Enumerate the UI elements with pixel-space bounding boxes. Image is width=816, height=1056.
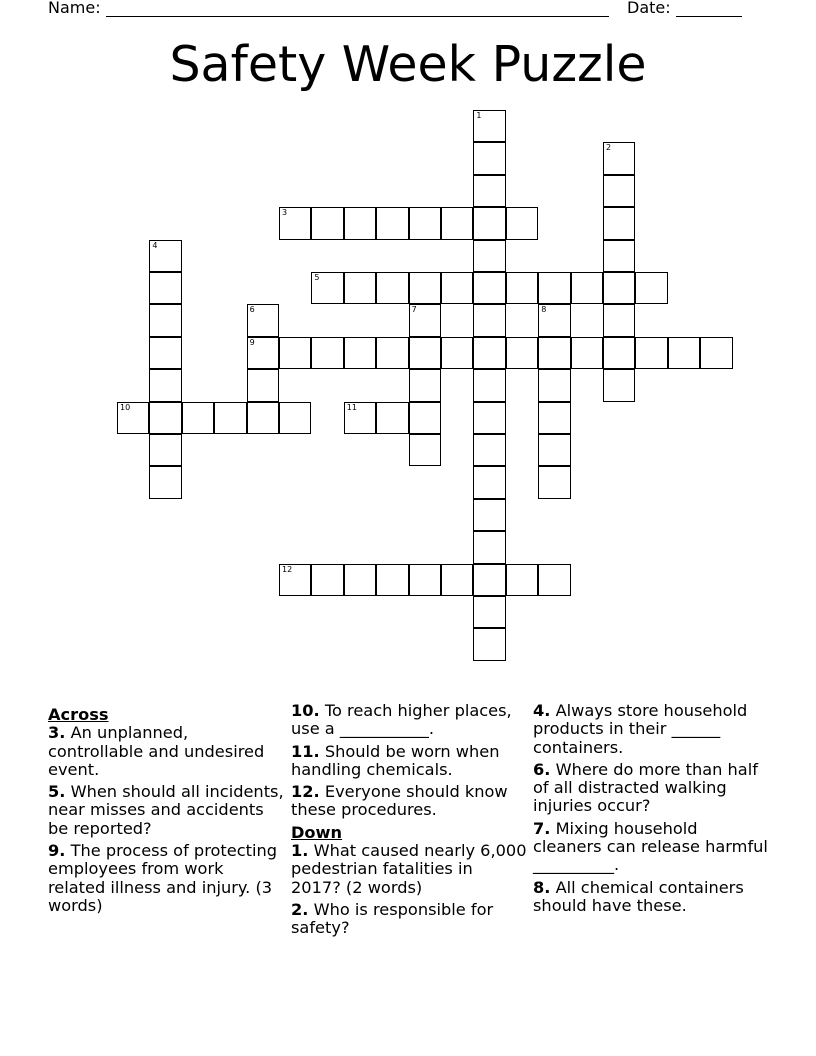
grid-cell[interactable] [571, 337, 603, 369]
grid-cell[interactable] [506, 272, 538, 304]
grid-cell[interactable] [506, 207, 538, 239]
grid-cell[interactable] [473, 337, 505, 369]
clue-item [48, 842, 284, 915]
grid-cell[interactable] [538, 434, 570, 466]
clue-item [291, 842, 527, 897]
grid-cell[interactable] [344, 337, 376, 369]
clue-number-label: 7. [533, 818, 551, 838]
clue-number-label: 9. [48, 841, 66, 861]
grid-cell[interactable] [473, 240, 505, 272]
grid-cell[interactable] [700, 337, 732, 369]
grid-cell[interactable] [149, 402, 181, 434]
grid-cell[interactable] [279, 564, 311, 596]
clue-text: Everyone should know these procedures. [291, 782, 508, 820]
date-label: Date: [627, 0, 671, 17]
grid-cell[interactable] [603, 369, 635, 401]
grid-cell[interactable] [441, 564, 473, 596]
clues-column-2 [291, 702, 527, 942]
grid-cell[interactable] [538, 304, 570, 336]
clue-number-label: 1. [291, 841, 309, 861]
grid-cell[interactable] [538, 466, 570, 498]
clue-item [533, 879, 769, 916]
grid-cell[interactable] [117, 402, 149, 434]
grid-cell[interactable] [376, 564, 408, 596]
grid-cell[interactable] [571, 272, 603, 304]
grid-cell[interactable] [603, 142, 635, 174]
grid-cell[interactable] [473, 434, 505, 466]
grid-cell[interactable] [409, 434, 441, 466]
clue-item [48, 724, 284, 779]
clue-number: 8 [541, 305, 547, 315]
grid-cell[interactable] [603, 240, 635, 272]
grid-cell[interactable] [247, 402, 279, 434]
clue-number: 4 [152, 240, 158, 250]
grid-cell[interactable] [538, 272, 570, 304]
grid-cell[interactable] [603, 337, 635, 369]
grid-cell[interactable] [149, 434, 181, 466]
clue-number: 11 [346, 402, 357, 412]
clue-text: Always store household products in their ______ containers. [533, 701, 748, 757]
grid-cell[interactable] [182, 402, 214, 434]
grid-cell[interactable] [311, 272, 343, 304]
grid-cell[interactable] [247, 369, 279, 401]
grid-cell[interactable] [344, 402, 376, 434]
clue-number-label: 2. [291, 899, 309, 919]
grid-cell[interactable] [473, 402, 505, 434]
grid-cell[interactable] [473, 175, 505, 207]
grid-cell[interactable] [409, 207, 441, 239]
grid-cell[interactable] [409, 337, 441, 369]
grid-cell[interactable] [538, 369, 570, 401]
clue-number: 12 [282, 564, 293, 574]
clue-number: 10 [120, 402, 131, 412]
grid-cell[interactable] [409, 304, 441, 336]
page-title: Safety Week Puzzle [169, 36, 647, 93]
clue-text: The process of protecting employees from work related illness and injury. (3 words) [48, 841, 277, 915]
clue-item [533, 761, 769, 816]
clue-number-label: 6. [533, 759, 551, 779]
clue-text: Mixing household cleaners can release harmful __________. [533, 818, 768, 875]
clue-text: All chemical containers should have these. [533, 877, 744, 915]
clue-number: 7 [411, 305, 417, 315]
clue-item [48, 783, 284, 838]
clue-item [533, 702, 769, 757]
grid-cell[interactable] [344, 564, 376, 596]
clue-text: What caused nearly 6,000 pedestrian fatalities in 2017? (2 words) [291, 841, 527, 897]
grid-cell[interactable] [473, 110, 505, 142]
grid-cell[interactable] [441, 207, 473, 239]
grid-cell[interactable] [149, 240, 181, 272]
grid-cell[interactable] [149, 337, 181, 369]
grid-cell[interactable] [409, 272, 441, 304]
clue-text: Who is responsible for safety? [291, 899, 494, 938]
clue-number-label: 3. [48, 723, 66, 743]
clue-number-label: 11. [291, 741, 320, 761]
grid-cell[interactable] [441, 272, 473, 304]
grid-cell[interactable] [506, 564, 538, 596]
grid-cell[interactable] [311, 207, 343, 239]
clue-item [291, 743, 527, 780]
grid-cell[interactable] [247, 304, 279, 336]
clue-number: 1 [476, 111, 482, 120]
name-field[interactable] [48, 0, 609, 17]
grid-cell[interactable] [214, 402, 246, 434]
grid-cell[interactable] [376, 337, 408, 369]
grid-cell[interactable] [473, 272, 505, 304]
clue-number-label: 5. [48, 782, 66, 802]
grid-cell[interactable] [473, 628, 505, 660]
grid-cell[interactable] [538, 402, 570, 434]
clue-number: 9 [249, 337, 255, 347]
grid-cell[interactable] [344, 207, 376, 239]
across-heading: Across [48, 705, 109, 724]
clue-number: 3 [282, 208, 288, 218]
clue-item [291, 901, 527, 938]
grid-cell[interactable] [538, 564, 570, 596]
grid-cell[interactable] [376, 272, 408, 304]
name-line[interactable] [106, 2, 609, 17]
grid-cell[interactable] [149, 466, 181, 498]
grid-cell[interactable] [668, 337, 700, 369]
grid-cell[interactable] [473, 369, 505, 401]
clue-number-label: 8. [533, 877, 551, 897]
grid-cell[interactable] [376, 207, 408, 239]
grid-cell[interactable] [311, 337, 343, 369]
clue-text: Where do more than half of all distracted walking injuries occur? [533, 759, 758, 816]
grid-cell[interactable] [538, 337, 570, 369]
grid-cell[interactable] [603, 272, 635, 304]
grid-cell[interactable] [149, 272, 181, 304]
grid-cell[interactable] [409, 564, 441, 596]
grid-cell[interactable] [149, 304, 181, 336]
grid-cell[interactable] [603, 304, 635, 336]
grid-cell[interactable] [149, 369, 181, 401]
grid-cell[interactable] [473, 466, 505, 498]
clue-number: 5 [314, 273, 320, 282]
clue-number-label: 4. [533, 701, 551, 720]
grid-cell[interactable] [441, 337, 473, 369]
grid-cell[interactable] [473, 207, 505, 239]
clue-text: An unplanned, controllable and undesired event. [48, 723, 265, 779]
grid-cell[interactable] [635, 272, 667, 304]
clue-text: When should all incidents, near misses and accidents be reported? [48, 782, 284, 838]
grid-cell[interactable] [473, 142, 505, 174]
clues-column-3 [533, 702, 769, 919]
grid-cell[interactable] [409, 402, 441, 434]
grid-cell[interactable] [473, 596, 505, 628]
clues-column-1 [48, 702, 284, 919]
grid-cell[interactable] [473, 499, 505, 531]
clue-text: To reach higher places, use a ___________. [291, 701, 512, 739]
clue-item [533, 820, 769, 875]
date-line[interactable] [676, 2, 742, 17]
down-heading: Down [291, 822, 343, 842]
grid-cell[interactable] [409, 369, 441, 401]
grid-cell[interactable] [506, 337, 538, 369]
date-field[interactable] [627, 0, 742, 17]
clue-text: Should be worn when handling chemicals. [291, 741, 500, 779]
grid-cell[interactable] [473, 304, 505, 336]
grid-cell[interactable] [376, 402, 408, 434]
clue-number: 6 [249, 305, 255, 315]
clue-number-label: 12. [291, 782, 320, 802]
name-label: Name: [48, 0, 101, 17]
grid-cell[interactable] [473, 531, 505, 563]
clue-number: 2 [606, 143, 612, 153]
grid-cell[interactable] [344, 272, 376, 304]
clue-item [291, 702, 527, 739]
clue-item [291, 783, 527, 820]
grid-cell[interactable] [279, 402, 311, 434]
grid-cell[interactable] [473, 564, 505, 596]
grid-cell[interactable] [603, 207, 635, 239]
grid-cell[interactable] [635, 337, 667, 369]
grid-cell[interactable] [603, 175, 635, 207]
grid-cell[interactable] [279, 337, 311, 369]
grid-cell[interactable] [247, 337, 279, 369]
grid-cell[interactable] [311, 564, 343, 596]
grid-cell[interactable] [279, 207, 311, 239]
clue-number-label: 10. [291, 701, 320, 720]
